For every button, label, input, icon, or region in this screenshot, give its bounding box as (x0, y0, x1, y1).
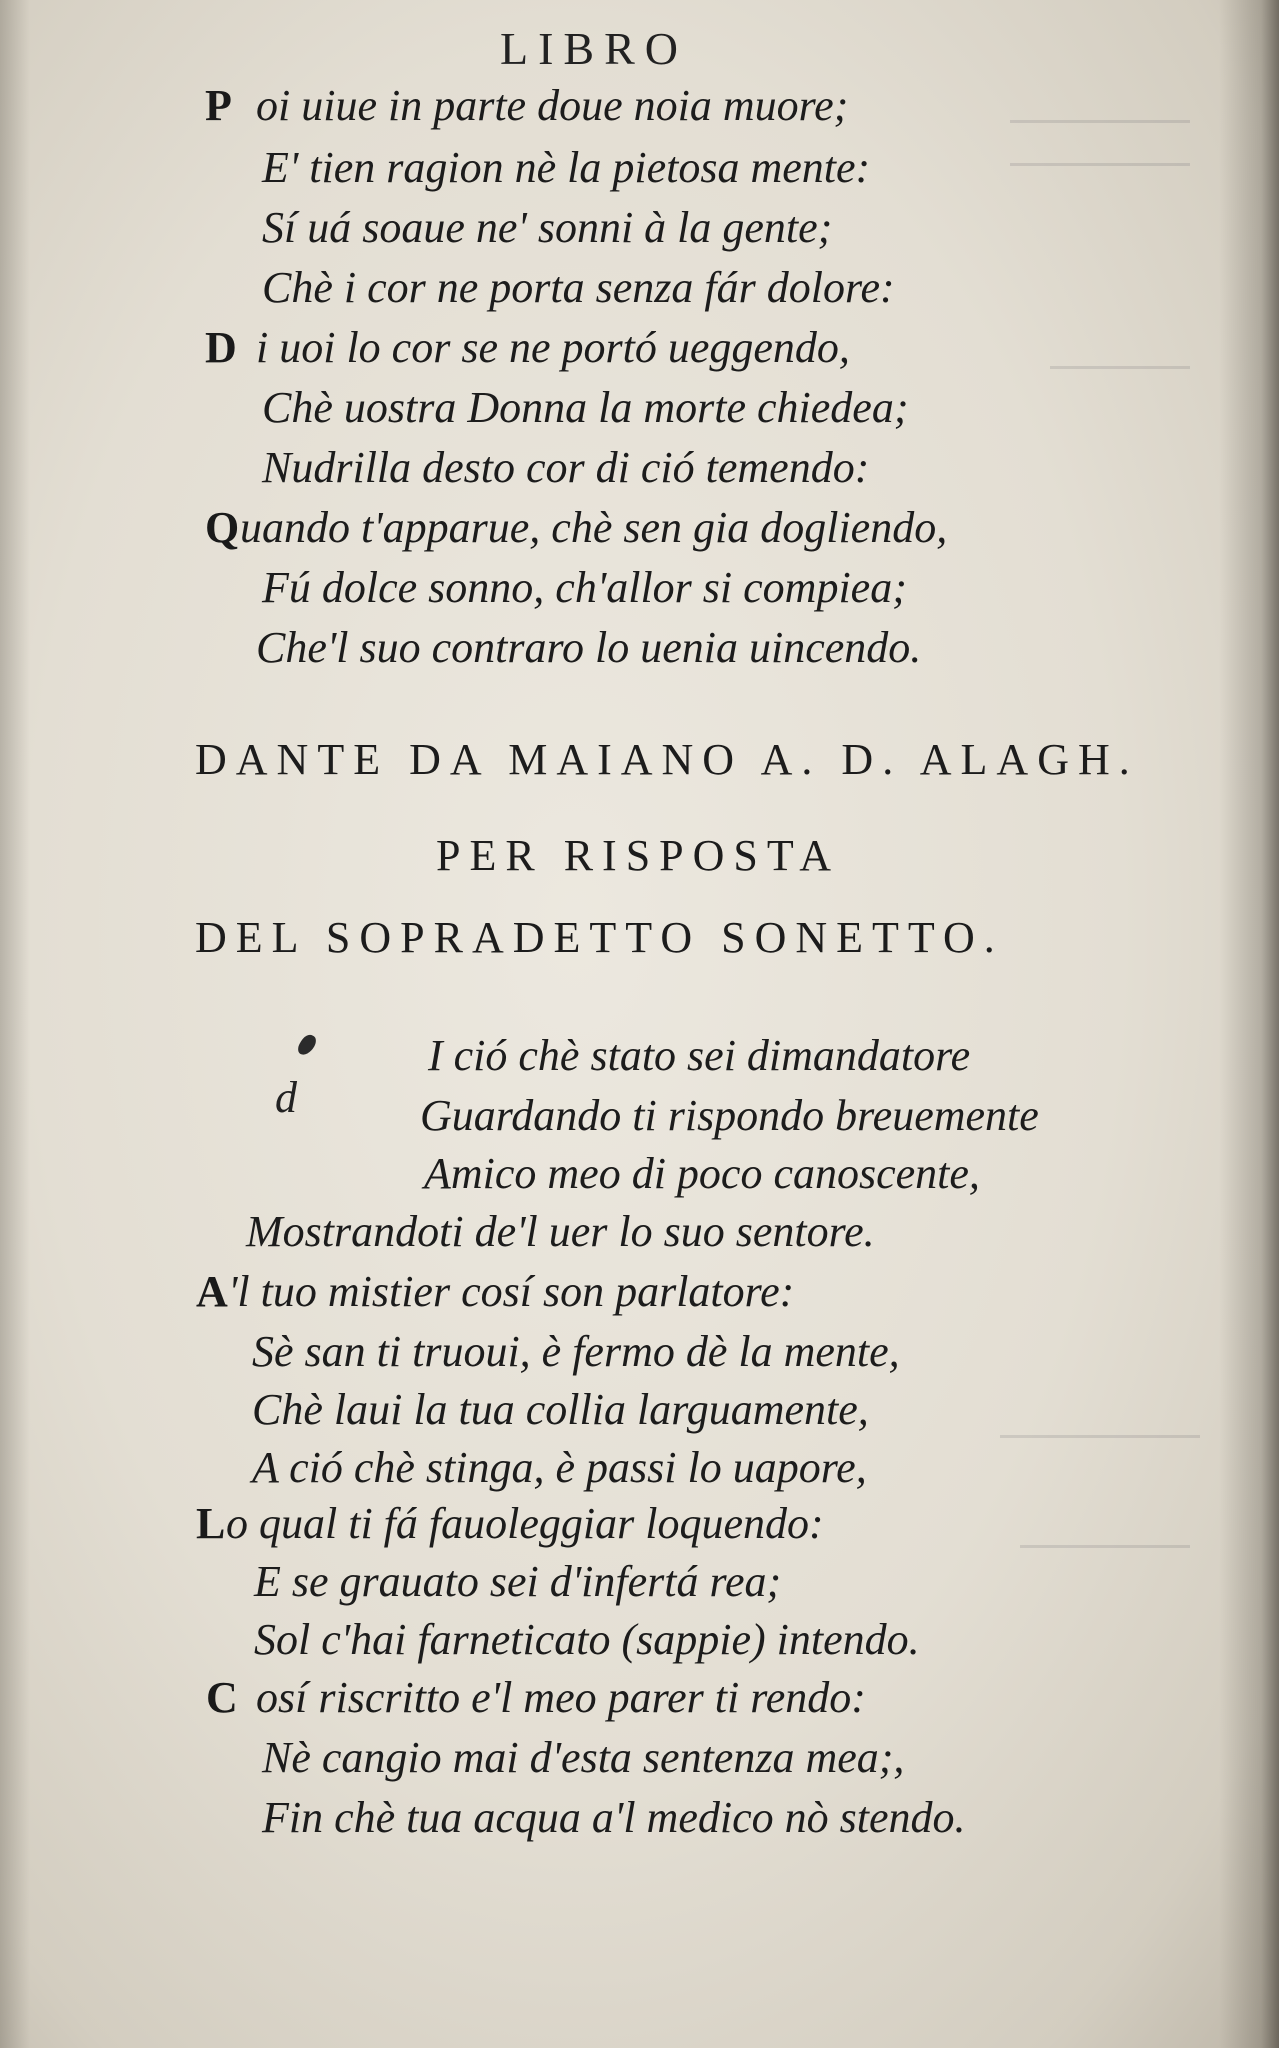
verse-line: A ció chè stinga, è passi lo uapore, (252, 1443, 867, 1492)
verse-line: Chè laui la tua collia larguamente, (252, 1385, 869, 1434)
show-through-1 (1010, 120, 1190, 166)
verse-line: Guardando ti rispondo breuemente (420, 1091, 1039, 1140)
verse-line: Nudrilla desto cor di ció temendo: (262, 443, 870, 492)
page-right-shadow (1219, 0, 1279, 2048)
show-through-3 (1000, 1395, 1200, 1438)
verse-line: I ció chè stato sei dimandatore (428, 1031, 971, 1080)
verse-line: Chè i cor ne porta senza fár dolore: (262, 263, 895, 312)
verse-line: Sè san ti truoui, è fermo dè la mente, (252, 1327, 900, 1376)
verse-line: Sí uá soaue ne' sonni à la gente; (262, 203, 833, 252)
verse-line: uando t'apparue, chè sen gia dogliendo, (240, 503, 948, 552)
verse-line: oi uiue in parte doue noia muore; (256, 81, 849, 130)
verse-line: Amico meo di poco canoscente, (424, 1149, 980, 1198)
initial-letter: L (196, 1499, 226, 1548)
verse-line: E' tien ragion nè la pietosa mente: (262, 143, 871, 192)
show-through-2 (1050, 330, 1190, 369)
verse-line: o qual ti fá fauoleggiar loquendo: (226, 1499, 824, 1548)
page-left-shadow (0, 0, 30, 2048)
ink-blot (295, 1032, 318, 1058)
show-through-4 (1020, 1505, 1190, 1548)
heading-sonetto: DEL SOPRADETTO SONETTO. (195, 913, 1004, 962)
heading-author: DANTE DA MAIANO A. D. ALAGH. (195, 735, 1139, 784)
verse-line: Che'l suo contraro lo uenia uincendo. (256, 623, 922, 672)
verse-line: Mostrandoti de'l uer lo suo sentore. (246, 1207, 875, 1256)
heading-per-risposta: PER RISPOSTA (436, 831, 841, 880)
guide-letter: d (275, 1073, 297, 1122)
verse-line: Nè cangio mai d'esta sentenza mea;, (262, 1733, 905, 1782)
initial-letter: Q (205, 503, 240, 552)
initial-letter: D (205, 323, 237, 372)
verse-line: Chè uostra Donna la morte chiedea; (262, 383, 909, 432)
initial-letter: A (196, 1267, 228, 1316)
verse-line: E se grauato sei d'infertá rea; (254, 1557, 782, 1606)
verse-line: Fú dolce sonno, ch'allor si compiea; (262, 563, 907, 612)
verse-line: Fin chè tua acqua a'l medico nò stendo. (262, 1793, 966, 1842)
running-title: LIBRO (500, 23, 688, 74)
verse-line: 'l tuo mistier cosí son parlatore: (228, 1267, 795, 1316)
verse-line: Sol c'hai farneticato (sappie) intendo. (254, 1615, 920, 1664)
initial-letter: C (206, 1673, 238, 1722)
verse-line: osí riscritto e'l meo parer ti rendo: (256, 1673, 866, 1722)
verse-line: i uoi lo cor se ne portó ueggendo, (256, 323, 850, 372)
initial-letter: P (205, 81, 232, 130)
